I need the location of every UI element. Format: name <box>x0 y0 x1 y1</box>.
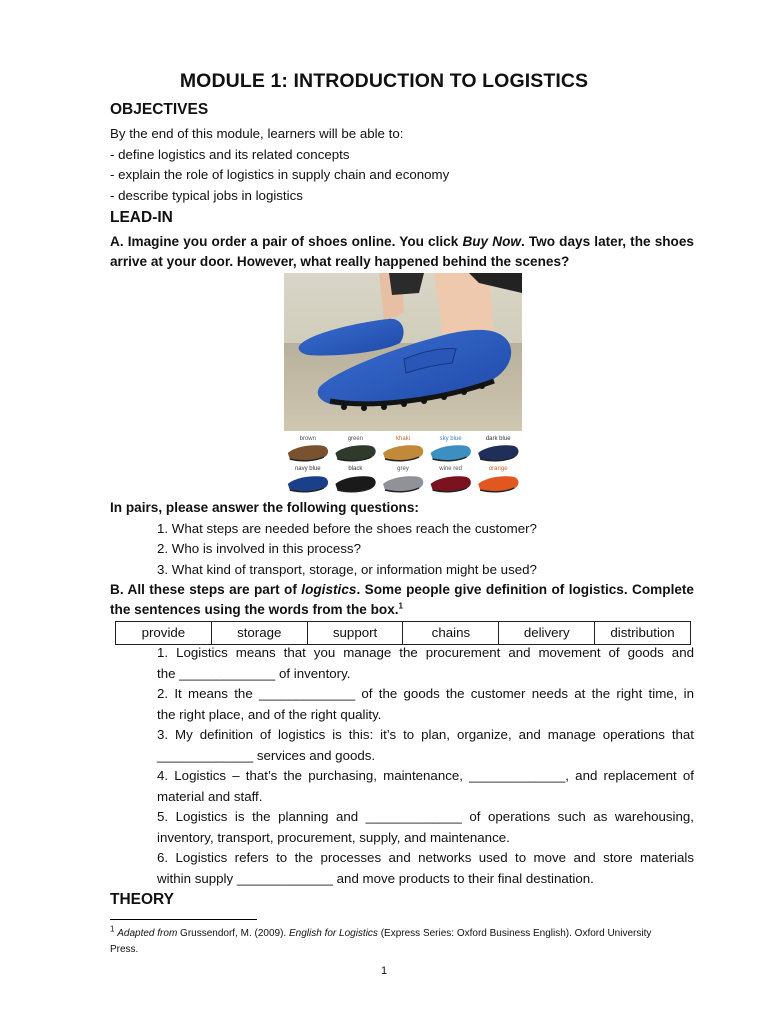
swatch-label: khaki <box>395 436 411 442</box>
swatch-label: green <box>347 436 364 442</box>
word-box <box>115 621 691 645</box>
shoe-color-swatches <box>284 432 522 494</box>
swatch-label: navy blue <box>294 466 321 472</box>
swatch-label: sky blue <box>439 436 462 442</box>
question-b-line1: B. All these steps are part of logistics. Some people give definition of logistics. Complete <box>110 582 694 597</box>
module-title: MODULE 1: INTRODUCTION TO LOGISTICS <box>179 70 589 92</box>
swatch-label: brown <box>299 436 316 442</box>
word-box-word: delivery <box>499 622 595 644</box>
word-box-word: chains <box>403 622 499 644</box>
objective-item: - define logistics and its related concepts <box>110 147 350 162</box>
word-box-word: support <box>308 622 404 644</box>
sentence-item: 5. Logistics is the planning and _____________ of operations such as warehousing, inventory, transport, procurement, supply, and maintenance. <box>157 809 694 845</box>
question-b <box>110 580 694 620</box>
color-options-grid <box>284 432 522 494</box>
theory-heading: THEORY <box>110 891 175 908</box>
sentence-item: 6. Logistics refers to the processes and networks used to move and store materials within supply _____________ and move products to their final destination. <box>157 850 694 886</box>
sentence-item: 3. My definition of logistics is this: it’s to plan, organize, and manage operations that _____________ services and goods. <box>157 727 694 763</box>
swatch-label: wine red <box>439 466 462 472</box>
question-a <box>110 232 694 272</box>
question-a-line2: arrive at your door. However, what really happened behind the scenes? <box>110 254 570 269</box>
sentence-item: 1. Logistics means that you manage the procurement and movement of goods and the _____________ of inventory. <box>157 645 694 681</box>
discussion-question: 1. What steps are needed before the shoes reach the customer? <box>157 521 537 536</box>
sentence-item: 4. Logistics – that’s the purchasing, maintenance, _____________, and replacement of material and staff. <box>157 768 694 804</box>
question-b-line2: the sentences using the words from the box.$^1$ <box>110 601 403 617</box>
word-box-word: distribution <box>610 625 675 640</box>
footnote-reference: 1 <box>398 601 403 611</box>
blue-loafer-image <box>284 273 522 431</box>
page-number: 1 <box>380 965 388 977</box>
discussion-question: 2. Who is involved in this process? <box>157 541 361 556</box>
objective-item: - explain the role of logistics in supply chain and economy <box>110 167 450 182</box>
swatch-label: grey <box>397 466 409 472</box>
question-a-line1: A. Imagine you order a pair of shoes online. You click Buy Now. Two days later, the shoes <box>110 234 694 249</box>
word-box-word: storage <box>212 622 308 644</box>
swatch-label: orange <box>488 466 508 472</box>
pairs-instruction: In pairs, please answer the following questions: <box>110 500 419 515</box>
objective-item: - describe typical jobs in logistics <box>110 188 303 203</box>
lead-in-heading: LEAD-IN <box>110 209 173 226</box>
footnote: $^1$ Adapted from Grussendorf, M. (2009). English for Logistics (Express Series: Oxford Business English). Oxford University Press. <box>110 924 652 955</box>
objectives-heading: OBJECTIVES <box>110 101 209 118</box>
shoe-photo <box>284 273 522 431</box>
word-box-word: provide <box>116 622 212 644</box>
swatch-label: black <box>348 466 363 472</box>
objectives-intro: By the end of this module, learners will be able to: <box>110 126 404 141</box>
swatch-label: dark blue <box>485 436 511 442</box>
discussion-question: 3. What kind of transport, storage, or information might be used? <box>157 562 537 577</box>
footnote-separator <box>110 919 257 920</box>
sentence-item: 2. It means the _____________ of the goods the customer needs at the right time, in the right place, and of the right quality. <box>157 686 694 722</box>
footnote-mark: 1 <box>110 924 115 934</box>
